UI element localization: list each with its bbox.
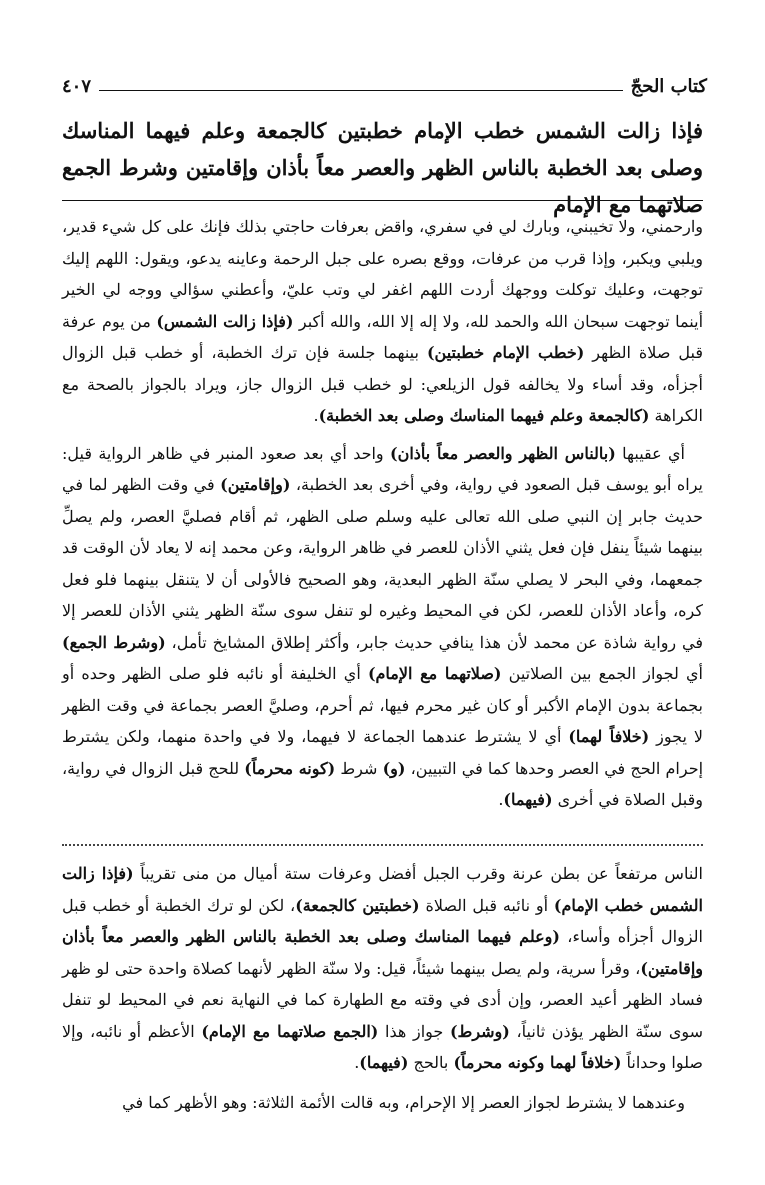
- page-header: [62, 72, 707, 100]
- footnote-separator: [62, 844, 703, 846]
- sharh-paragraph-1: وارحمني، ولا تخيبني، وبارك لي في سفري، واقض بعرفات حاجتي بذلك فإنك على كل شيء قدير، ويلبي ويكبر، وإذا قرب من عرفات، ووقع بصره على جبل الرحمة وعاينه يدعو، ويقول: اللهم إليك توجهت، وعليك توكلت ووجهك أردت اللهم اغفر لي وتب عليّ، وأعطني سؤالي ووجه لي الخير أينما توجهت سبحان الله والحمد لله، ولا إله إلا الله، والله أكبر (فإذا زالت الشمس) من يوم عرفة قبل صلاة الظهر (خطب الإمام خطبتين) بينهما جلسة فإن ترك الخطبة، أو خطب قبل الزوال أجزأه، وقد أساء ولا يخالفه قول الزيلعي: لو خطب قبل الزوال جاز، ويراد بالجواز بالصحة مع الكراهة (كالجمعة وعلم فيهما المناسك وصلى بعد الخطبة).: [62, 217, 704, 425]
- matn-separator: [62, 200, 703, 201]
- sharh-paragraph-2: أي عقيبها (بالناس الظهر والعصر معاً بأذان) واحد أي بعد صعود المنبر في ظاهر الرواية قيل: يراه أبو يوسف قبل الصعود في رواية، وفي أخرى بعد الخطبة، (وإقامتين) في وقت الظهر لما في حديث جابر إن النبي صلى الله تعالى عليه وسلم صلى الظهر، ثم أقام فصليَّ العصر، ولم يصلِّ بينهما شيئاً ينفل فإن فعل يثني الأذان للعصر في ظاهر الرواية، وعن محمد إنه لا يعاد لأن الوقت قد جمعهما، وفي البحر لا يصلي سنّة الظهر البعدية، وهو الصحيح فالأولى أن لا يتنقل بينهما فلو فعل كره، وأعاد الأذان للعصر، لكن في المحيط وغيره لو تنفل سوى سنّة الظهر يثني الأذان للعصر إلا في رواية شاذة عن محمد لأن هذا ينافي حديث جابر، وأكثر إطلاق المشايخ تأمل، (وشرط الجمع) أي لجواز الجمع بين الصلاتين (صلاتهما مع الإمام) أي الخليفة أو نائبه فلو صلى الظهر وحده أو بجماعة بدون الإمام الأكبر أو كان غير محرم فيها، ثم أحرم، وصليَّ العصر بجماعة في وقت الظهر لا يجوز (خلافاً لهما) أي لا يشترط عندهما الجماعة لا فيهما، ولا في واحدة منهما، ولكن يشترط إحرام الحج في العصر وحدها كما في التبيين، (و) شرط (كونه محرماً) للحج قبل الزوال في رواية، وقبل الصلاة في أخرى (فيهما).: [62, 443, 704, 809]
- hashiya-paragraph-1: الناس مرتفعاً عن بطن عرنة وقرب الجبل أفضل وعرفات ستة أميال من منى تقريباً (فإذا زالت الشمس خطب الإمام) أو نائبه قبل الصلاة (خطبتين كالجمعة)، لكن لو ترك الخطبة أو خطب قبل الزوال أجزأه وأساء، (وعلم فيهما المناسك وصلى بعد الخطبة بالناس الظهر والعصر معاً بأذان وإقامتين)، وقرأ سرية، ولم يصل بينهما شيئاً، قيل: ولا سنّة الظهر لأنهما كصلاة واحدة حتى لو ظهر فساد الظهر أعيد العصر، وإن أدى في وقته مع الطهارة كما في النهاية نعم في المحيط لو تنفل سوى سنّة الظهر يؤذن ثانياً، (وشرط) جواز هذا (الجمع صلاتهما مع الإمام) الأعظم أو نائبه، وإلا صلوا وحداناً (خلافاً لهما وكونه محرماً) بالحج (فيهما).: [62, 864, 704, 1072]
- header-rule: [99, 90, 623, 91]
- hashiya-paragraph-2: وعندهما لا يشترط لجواز العصر إلا الإحرام، وبه قالت الأئمة الثلاثة: وهو الأظهر كما في: [122, 1092, 685, 1112]
- page-number: ٤٠٧: [62, 75, 92, 97]
- hashiya-section: [62, 858, 703, 1118]
- matn-text: فإذا زالت الشمس خطب الإمام خطبتين كالجمعة وعلم فيهما المناسك وصلى بعد الخطبة بالناس الظهر والعصر معاً بأذان وإقامتين وشرط الجمع صلاتهما مع الإمام: [62, 118, 703, 217]
- book-title: كتاب الحجّ: [630, 75, 707, 97]
- sharh-section: [62, 211, 703, 816]
